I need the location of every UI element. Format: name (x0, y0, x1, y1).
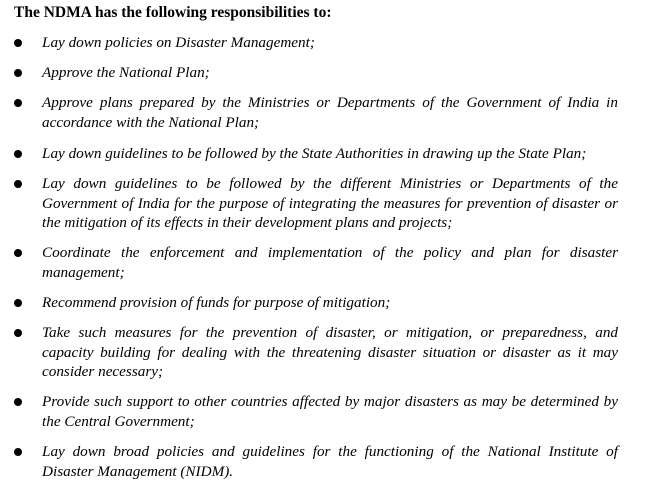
bullet-icon (14, 150, 22, 158)
list-item-text: Lay down guidelines to be followed by the different Ministries or Departments of the Government of India for the purpose of integrating the measures for prevention of disaster or the mitigation of its effects in their development plans and projects; (42, 175, 618, 232)
bullet-icon (14, 69, 22, 77)
bullet-icon (14, 299, 22, 307)
list-item-text: Coordinate the enforcement and implementation of the policy and plan for disaster management; (42, 244, 618, 281)
list-item-text: Recommend provision of funds for purpose of mitigation; (42, 294, 391, 311)
section-heading: The NDMA has the following responsibilities to: (14, 4, 332, 21)
list-item-text: Take such measures for the prevention of disaster, or mitigation, or preparedness, and capacity building for dealing with the threatening disaster situation or disaster as it may consider necessary; (42, 324, 618, 381)
bullet-icon (14, 398, 22, 406)
list-item-text: Approve the National Plan; (42, 64, 210, 81)
list-item-text: Lay down broad policies and guidelines for the functioning of the National Institute of Disaster Management (NIDM). (42, 443, 618, 480)
bullet-icon (14, 329, 22, 337)
list-item-text: Lay down guidelines to be followed by the State Authorities in drawing up the State Plan; (42, 145, 587, 162)
list-item-text: Approve plans prepared by the Ministries or Departments of the Government of India in accordance with the National Plan; (42, 94, 618, 131)
bullet-icon (14, 99, 22, 107)
bullet-icon (14, 180, 22, 188)
bullet-icon (14, 39, 22, 47)
list-item-text: Provide such support to other countries affected by major disasters as may be determined by the Central Government; (42, 393, 618, 430)
bullet-icon (14, 249, 22, 257)
list-item-text: Lay down policies on Disaster Management; (42, 34, 315, 51)
bullet-icon (14, 448, 22, 456)
